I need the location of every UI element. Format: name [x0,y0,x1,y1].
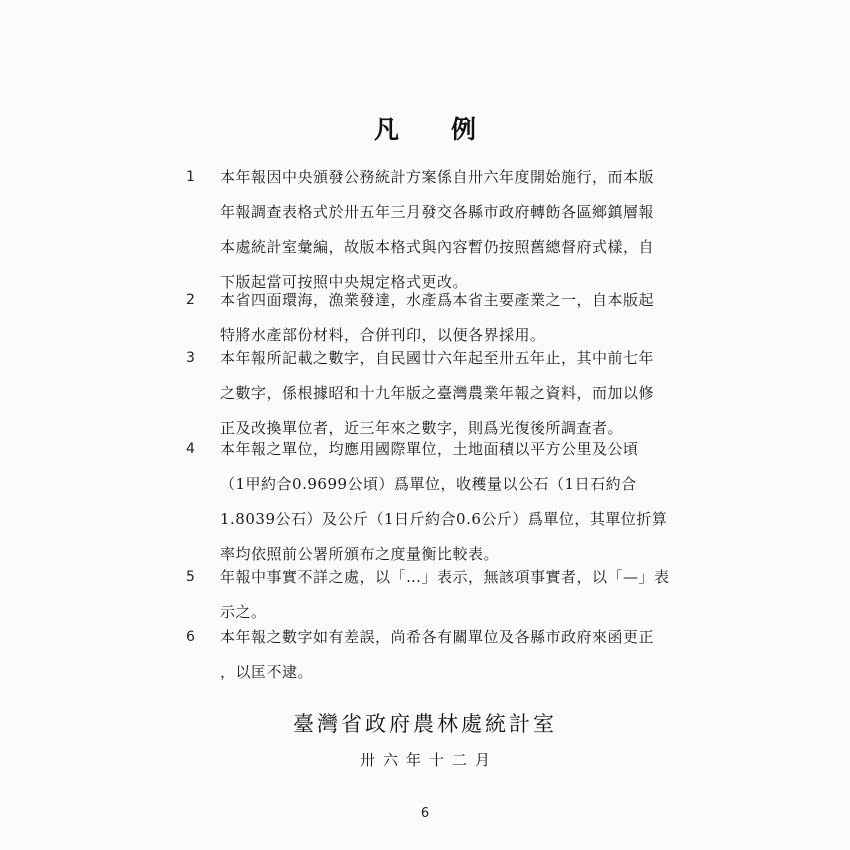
text-line: （1甲約合0.9699公頃）爲單位，收穫量以公石（1日石約合 [220,475,637,493]
item-text [220,160,690,300]
item-number: 4 [186,441,195,457]
page-title: 凡例 [373,115,528,144]
item-number: 2 [186,292,195,308]
text-line: 年報中事實不詳之處，以「…」表示，無該項事實者，以「—」表 [220,568,670,586]
item-number: 3 [186,350,195,366]
text-line: 本年報因中央頒發公務統計方案係自卅六年度開始施行，而本版 [220,168,655,186]
text-line: 示之。 [220,603,267,621]
text-line: 年報調查表格式於卅五年三月發交各縣市政府轉飭各區鄉鎮層報 [220,203,655,221]
page-number: 6 [420,806,430,821]
text-line: 1.8039公石）及公斤（1日斤約合0.6公斤）爲單位，其單位折算 [220,510,668,528]
item-number: 5 [186,569,195,585]
item-number: 1 [186,169,195,185]
text-line: 本年報之單位，均應用國際單位，土地面積以平方公里及公頃 [220,440,639,458]
issuing-office: 臺灣省政府農林處統計室 [293,712,557,736]
item-text [220,341,690,446]
text-line: 正及改換單位者，近三年來之數字，則爲光復後所調查者。 [220,419,624,437]
text-line: 率均依照前公署所頒布之度量衡比較表。 [220,545,500,563]
text-line: 特將水產部份材料，合併刊印，以便各界採用。 [220,326,546,344]
text-line: 本年報之數字如有差誤，尚希各有關單位及各縣市政府來函更正 [220,628,655,646]
item-text [220,432,690,572]
item-text [220,620,690,690]
text-line: 下版起當可按照中央規定格式更改。 [220,273,469,291]
text-line: 本處統計室彙編，故版本格式與內容暫仍按照舊總督府式樣，自 [220,238,655,256]
text-line: 本省四面環海，漁業發達，水產爲本省主要產業之一，自本版起 [220,291,655,309]
text-line: ，以匡不逮。 [220,663,314,681]
text-line: 本年報所記載之數字，自民國廿六年起至卅五年止，其中前七年 [220,349,655,367]
item-number: 6 [186,629,195,645]
text-line: 之數字，係根據昭和十九年版之臺灣農業年報之資料，而加以修 [220,384,655,402]
issue-date: 卅六年十二月 [359,751,498,769]
